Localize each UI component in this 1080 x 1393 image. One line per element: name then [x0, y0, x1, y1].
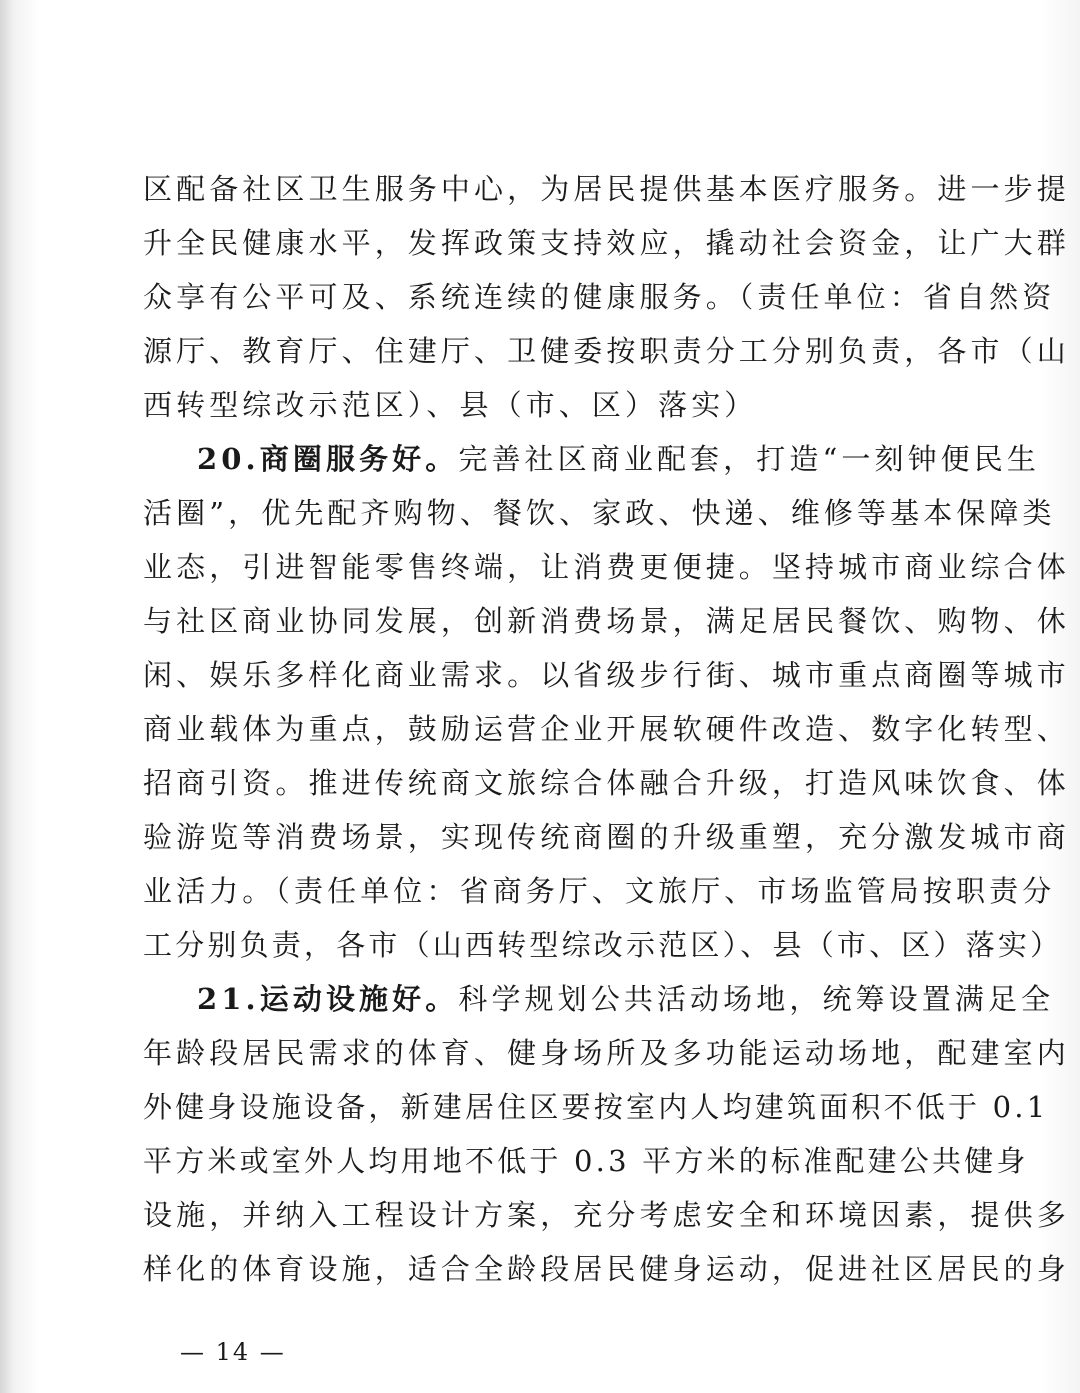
text-line-content: 科学规划公共活动场地，统筹设置满足全: [458, 982, 1055, 1016]
section-20-first-line: [143, 432, 1040, 486]
text-line: 活圈”，优先配齐购物、餐饮、家政、快递、维修等基本保障类: [143, 496, 1056, 530]
section-heading-20: 20.商圈服务好。: [197, 442, 459, 476]
text-line: 平方米或室外人均用地不低于 0.3 平方米的标准配建公共健身: [143, 1144, 1029, 1178]
text-line: 验游览等消费场景，实现传统商圈的升级重塑，充分激发城市商: [143, 820, 1070, 854]
document-body: [143, 162, 1070, 1296]
text-line: 西转型综改示范区）、县（市、区）落实）: [143, 388, 758, 422]
text-line: 升全民健康水平，发挥政策支持效应，撬动社会资金，让广大群: [143, 226, 1070, 260]
text-line-content: 完善社区商业配套，打造“一刻钟便民生: [458, 442, 1040, 476]
text-line: 与社区商业协同发展，创新消费场景，满足居民餐饮、购物、休: [143, 604, 1070, 638]
text-line: 业活力。（责任单位：省商务厅、文旅厅、市场监管局按职责分: [143, 874, 1056, 908]
text-line: 设施，并纳入工程设计方案，充分考虑安全和环境因素，提供多: [143, 1198, 1070, 1232]
section-21-first-line: [143, 972, 1055, 1026]
text-line: 区配备社区卫生服务中心，为居民提供基本医疗服务。进一步提: [143, 172, 1070, 206]
text-line: 闲、娱乐多样化商业需求。以省级步行街、城市重点商圈等城市: [143, 658, 1070, 692]
text-line: 年龄段居民需求的体育、健身场所及多功能运动场地，配建室内: [143, 1036, 1070, 1070]
text-line: 外健身设施设备，新建居住区要按室内人均建筑面积不低于 0.1: [143, 1090, 1049, 1124]
text-line: 众享有公平可及、系统连续的健康服务。（责任单位：省自然资: [143, 280, 1056, 314]
text-line: 招商引资。推进传统商文旅综合体融合升级，打造风味饮食、体: [143, 766, 1070, 800]
text-line: 商业载体为重点，鼓励运营企业开展软硬件改造、数字化转型、: [143, 712, 1070, 746]
page-number: — 14 —: [180, 1338, 286, 1366]
text-line: 样化的体育设施，适合全龄段居民健身运动，促进社区居民的身: [143, 1252, 1070, 1286]
section-heading-21: 21.运动设施好。: [197, 982, 459, 1016]
text-line: 源厅、教育厅、住建厅、卫健委按职责分工分别负责，各市（山: [143, 334, 1070, 368]
text-line: 业态，引进智能零售终端，让消费更便捷。坚持城市商业综合体: [143, 550, 1070, 584]
text-line: 工分别负责，各市（山西转型综改示范区）、县（市、区）落实）: [143, 928, 1063, 962]
